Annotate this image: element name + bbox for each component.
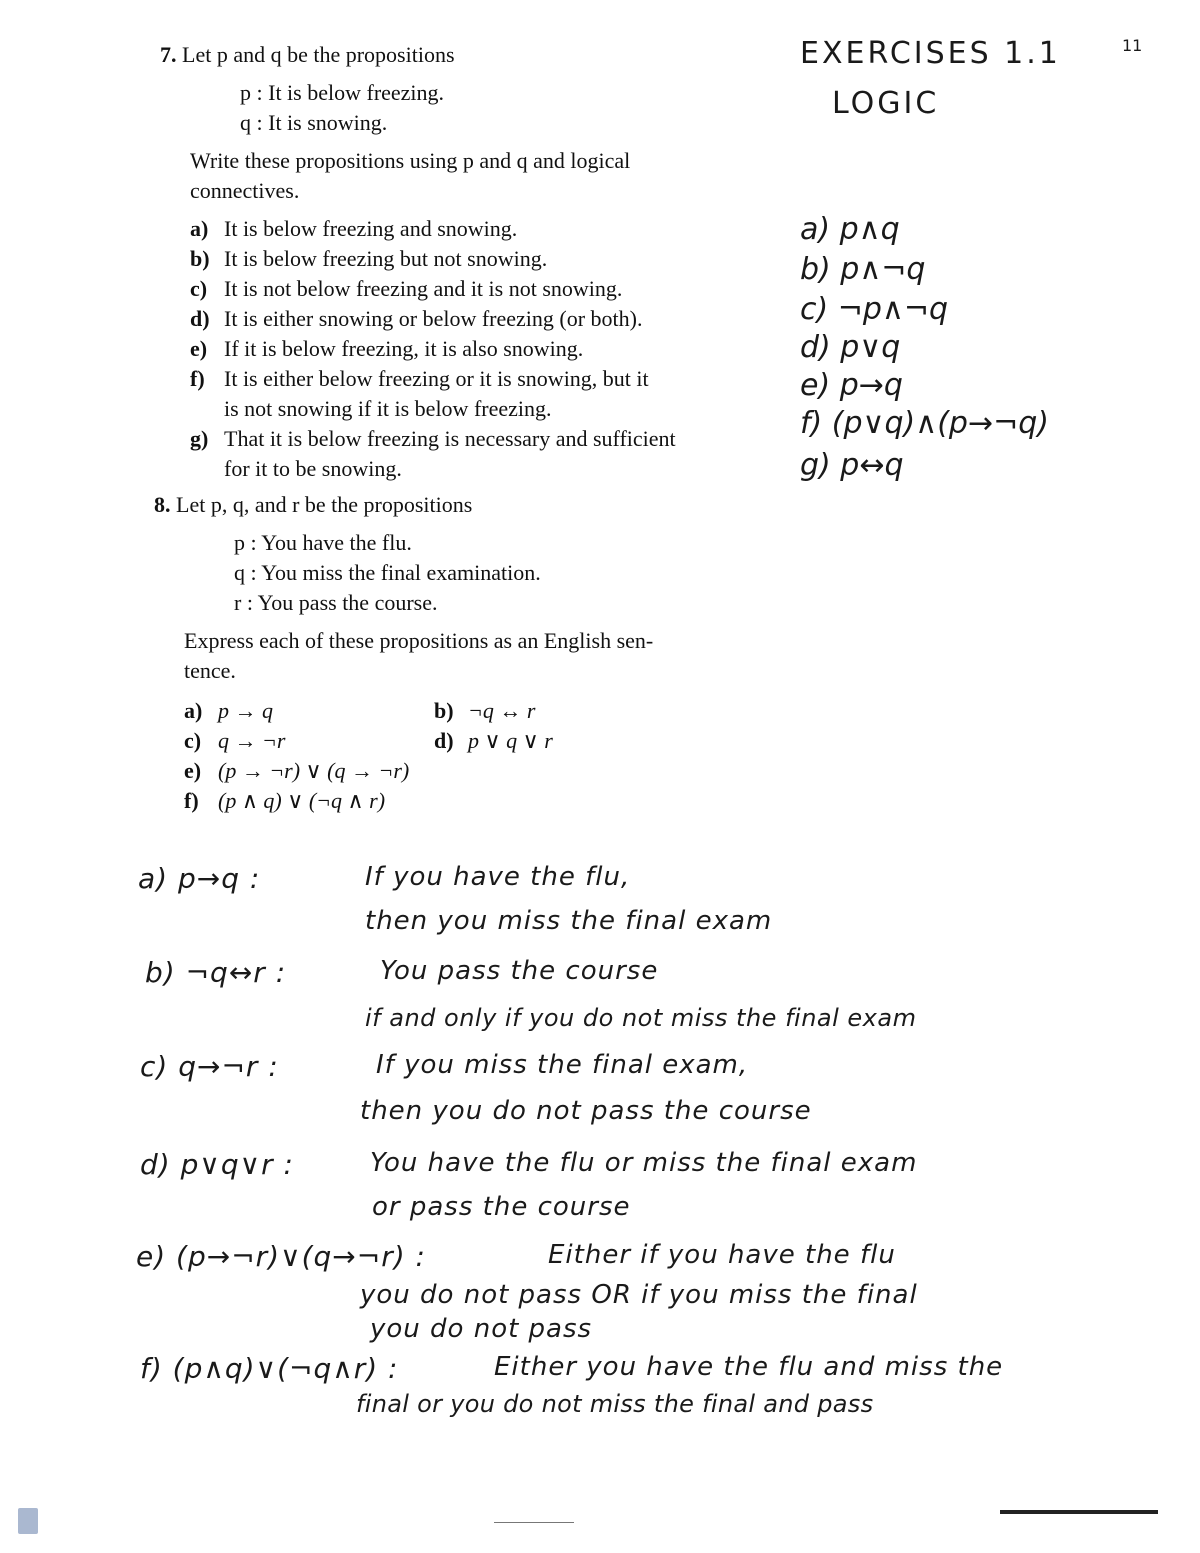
item-expr: (p → ¬r) ∨ (q → ¬r) (218, 758, 410, 783)
item-label: f) (184, 788, 199, 813)
ex7-item-g (190, 424, 676, 454)
item-expr: p → q (218, 698, 273, 723)
ex7-prop-q: q : It is snowing. (240, 110, 388, 135)
ex8-instruction-2: tence. (184, 658, 236, 683)
item-expr: (p ∧ q) ∨ (¬q ∧ r) (218, 788, 386, 813)
hw-ex8-answer-f-1: Either you have the flu and miss the (494, 1352, 1004, 1382)
hw-ex8-expr-a: a) p→q : (138, 862, 261, 895)
hw-ex8-expr-d: d) p∨q∨r : (140, 1148, 294, 1181)
ex7-item-f (190, 364, 649, 394)
item-text: It is either snowing or below freezing (or both). (224, 306, 643, 331)
ex8-item-d (434, 726, 553, 756)
item-label: c) (184, 728, 202, 753)
item-expr: ¬q ↔ r (468, 698, 536, 723)
item-label: e) (184, 758, 202, 783)
hw-ex7-answer-c: c) ¬p∧¬q (800, 292, 949, 327)
hw-exercises-title: EXERCISES 1.1 (800, 36, 1061, 71)
ex8-intro: Let p, q, and r be the propositions (176, 492, 473, 517)
hw-ex7-answer-a: a) p∧q (800, 212, 900, 247)
item-text: It is not below freezing and it is not snowing. (224, 276, 623, 301)
item-label: d) (434, 728, 454, 753)
scan-mark-bottom-right (1000, 1510, 1158, 1514)
ex8-item-b (434, 696, 535, 726)
ex8-prop-p: p : You have the flu. (234, 530, 412, 555)
hw-ex8-answer-c-2: then you do not pass the course (360, 1096, 812, 1126)
item-text: If it is below freezing, it is also snowing. (224, 336, 584, 361)
ex7-instruction-1: Write these propositions using p and q and logical (190, 148, 631, 173)
ex7-intro: Let p and q be the propositions (182, 42, 455, 67)
scan-mark-bottom-center (494, 1522, 574, 1523)
item-text: It is below freezing and snowing. (224, 216, 518, 241)
item-text: That it is below freezing is necessary and sufficient (224, 426, 676, 451)
item-text: It is either below freezing or it is snowing, but it (224, 366, 649, 391)
hw-ex8-answer-e-1: Either if you have the flu (548, 1240, 896, 1270)
item-label: a) (190, 216, 209, 241)
hw-ex7-answer-b: b) p∧¬q (800, 252, 926, 287)
hw-ex8-expr-b: b) ¬q↔r : (145, 956, 287, 989)
ex7-prop-p: p : It is below freezing. (240, 80, 445, 105)
hw-ex8-answer-d-2: or pass the course (372, 1192, 631, 1222)
hw-ex7-answer-g: g) p↔q (800, 448, 904, 483)
item-label: g) (190, 426, 209, 451)
item-label: a) (184, 698, 203, 723)
ex7-item-b (190, 244, 547, 274)
hw-ex8-answer-a-1: If you have the flu, (365, 862, 631, 892)
ex8-prop-r: r : You pass the course. (234, 590, 438, 615)
page-number: 11 (1122, 36, 1143, 55)
ex7-item-a (190, 214, 517, 244)
hw-ex8-answer-b-2: if and only if you do not miss the final exam (365, 1004, 917, 1032)
item-label: b) (190, 246, 210, 271)
item-label: c) (190, 276, 208, 301)
hw-ex8-answer-a-2: then you miss the final exam (365, 906, 773, 936)
ex7-number: 7. (160, 42, 177, 67)
hw-ex7-answer-d: d) p∨q (800, 330, 901, 365)
ex8-number: 8. (154, 492, 171, 517)
ex7-instruction-2: connectives. (190, 178, 300, 203)
ex8-item-f (184, 786, 385, 816)
ex7-item-e (190, 334, 583, 364)
ex8-prop-q: q : You miss the final examination. (234, 560, 541, 585)
ex8-item-c (184, 726, 285, 756)
hw-ex8-expr-f: f) (p∧q)∨(¬q∧r) : (140, 1352, 399, 1385)
item-label: d) (190, 306, 210, 331)
exercise-7 (160, 40, 780, 490)
hw-ex8-expr-e: e) (p→¬r)∨(q→¬r) : (136, 1240, 426, 1273)
hw-ex8-answer-f-2: final or you do not miss the final and pass (356, 1390, 874, 1418)
hw-logic-subtitle: LOGIC (832, 86, 940, 121)
ex7-item-d (190, 304, 643, 334)
hw-ex8-answer-c-1: If you miss the final exam, (376, 1050, 749, 1080)
item-label: b) (434, 698, 454, 723)
ex7-item-f-cont: is not snowing if it is below freezing. (224, 396, 552, 421)
hw-ex7-answer-f: f) (p∨q)∧(p→¬q) (800, 406, 1049, 441)
ex7-item-g-cont: for it to be snowing. (224, 456, 402, 481)
ex7-item-c (190, 274, 622, 304)
hw-ex7-answer-e: e) p→q (800, 368, 903, 403)
scan-logo-icon (18, 1508, 38, 1534)
ex8-instruction-1: Express each of these propositions as an English sen- (184, 628, 654, 653)
item-expr: q → ¬r (218, 728, 286, 753)
ex8-item-e (184, 756, 409, 786)
item-label: e) (190, 336, 208, 361)
item-expr: p ∨ q ∨ r (468, 728, 553, 753)
hw-ex8-answer-d-1: You have the flu or miss the final exam (370, 1148, 918, 1178)
hw-ex8-expr-c: c) q→¬r : (140, 1050, 279, 1083)
exercise-8 (154, 490, 774, 820)
ex8-item-a (184, 696, 273, 726)
item-label: f) (190, 366, 205, 391)
hw-ex8-answer-e-3: you do not pass (370, 1314, 593, 1344)
item-text: It is below freezing but not snowing. (224, 246, 548, 271)
hw-ex8-answer-b-1: You pass the course (380, 956, 659, 986)
hw-ex8-answer-e-2: you do not pass OR if you miss the final (360, 1280, 918, 1310)
